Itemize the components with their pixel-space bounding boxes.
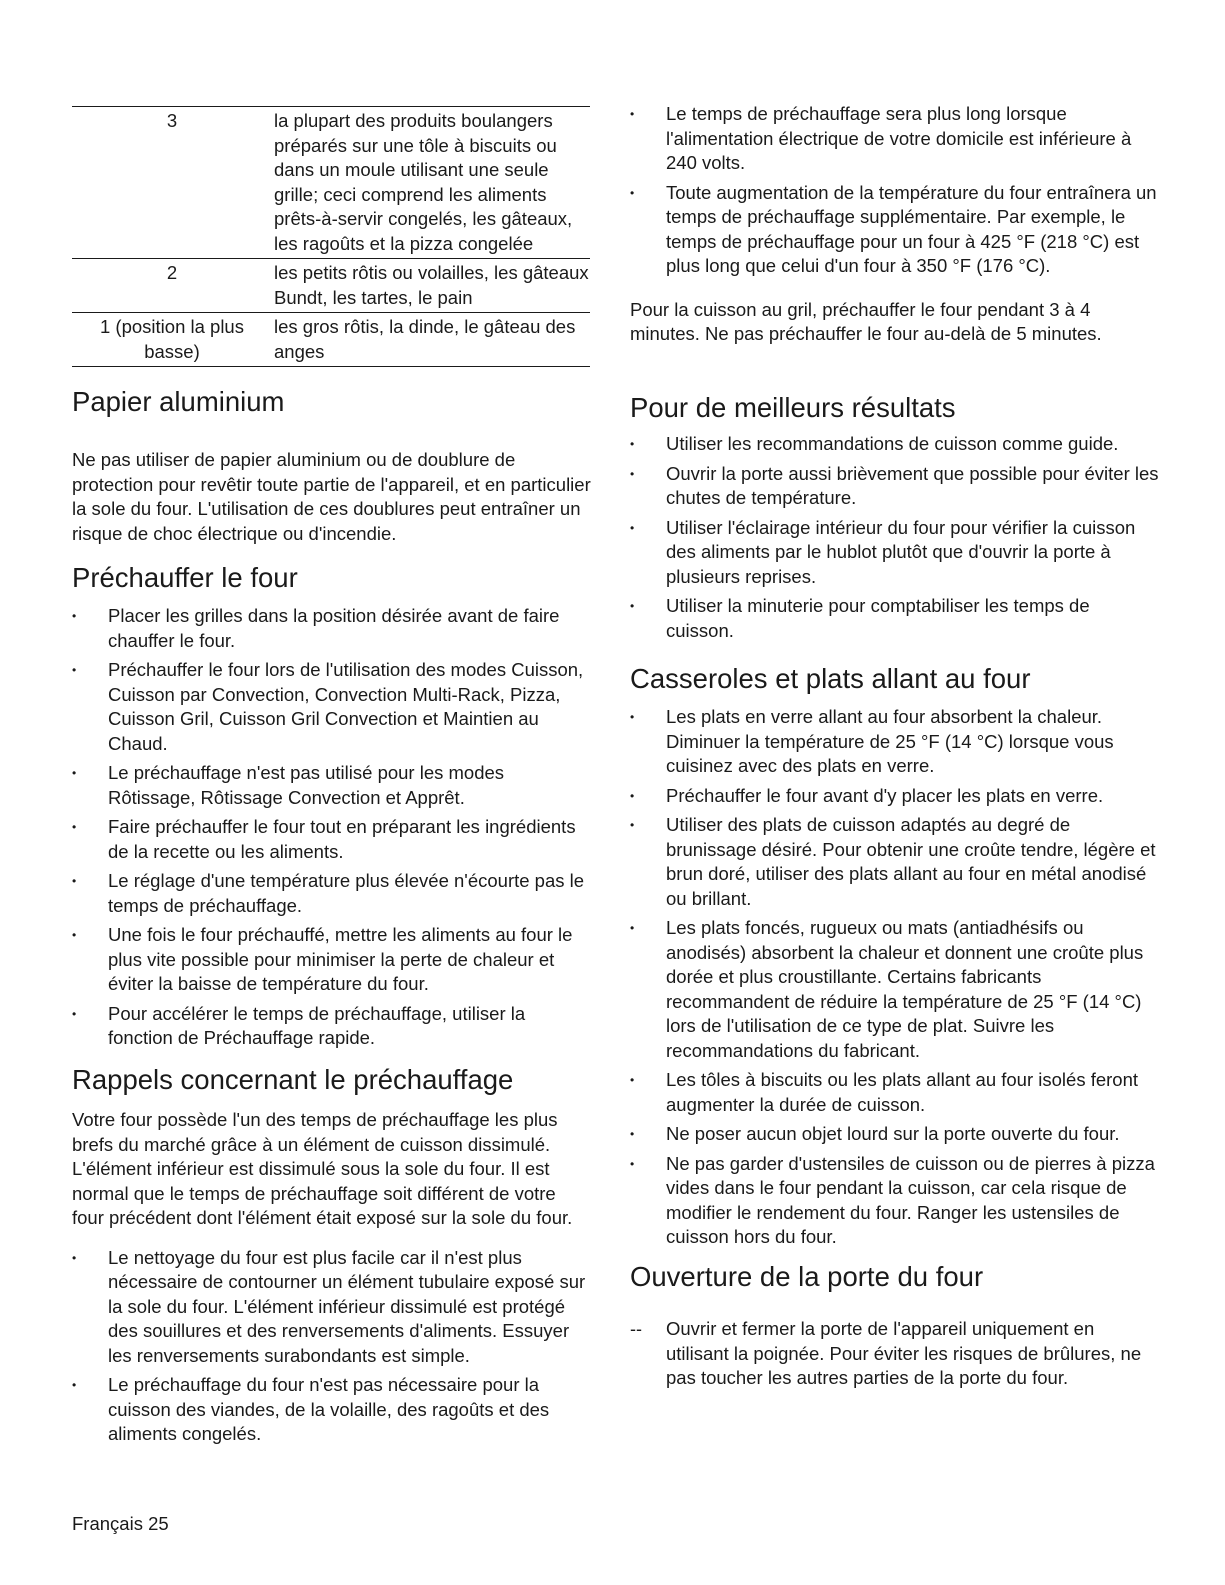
- paragraph: Ne pas utiliser de papier aluminium ou de doublure de protection pour revêtir toute partie de l'appareil, et en particulier la sole du four. L'utilisation de ces doublures peut entraîner un risque de choc électrique ou d'incendie.: [72, 449, 591, 544]
- list-item: • Le préchauffage du four n'est pas nécessaire pour la cuisson des viandes, de la volaille, des ragoûts et des aliments congelés.: [72, 1373, 592, 1447]
- table-row: [72, 313, 590, 367]
- list-item: • Préchauffer le four lors de l'utilisation des modes Cuisson, Cuisson par Convection, Convection Multi-Rack, Pizza, Cuisson Gril, Cuisson Gril Convection et Maintien au Chaud.: [72, 658, 592, 756]
- section-heading: Papier aluminium: [72, 386, 285, 417]
- list-item: • Le nettoyage du four est plus facile car il n'est plus nécessaire de contourner un élément tubulaire exposé sur la sole du four. L'élément inférieur dissimulé est protégé des souillures et des renversements d'aliments. Essuyer les renversements surabondants est simple.: [72, 1246, 592, 1369]
- paragraph: Votre four possède l'un des temps de préchauffage les plus brefs du marché grâce à un élément de cuisson dissimulé. L'élément inférieur est dissimulé sous la sole du four. Il est normal que le temps de préchauffage soit différent de votre four précédent dont l'élément était exposé sur la sole du four.: [72, 1109, 573, 1228]
- table-row: [72, 259, 590, 313]
- section-prechauffer: [72, 562, 592, 1056]
- list-item: • Faire préchauffer le four tout en préparant les ingrédients de la recette ou les aliments.: [72, 815, 592, 864]
- list-item: • Utiliser des plats de cuisson adaptés au degré de brunissage désiré. Pour obtenir une croûte tendre, légère et brun doré, utiliser des plats allant au four en métal anodisé ou brillant.: [630, 813, 1160, 911]
- rack-level: 2: [72, 259, 272, 313]
- page-footer: Français 25: [72, 1513, 169, 1534]
- list-item: • Les plats foncés, rugueux ou mats (antiadhésifs ou anodisés) absorbent la chaleur et donnent une croûte plus dorée et plus croustillante. Certains fabricants recommandent de réduire la température de 25 °F (14 °C) lors de l'utilisation de ce type de plat. Suivre les recommandations du fabricant.: [630, 916, 1160, 1063]
- list-item: • Utiliser l'éclairage intérieur du four pour vérifier la cuisson des aliments par le hublot plutôt que d'ouvrir la porte à plusieurs reprises.: [630, 516, 1160, 590]
- section-heading: Rappels concernant le préchauffage: [72, 1064, 514, 1095]
- section-heading: Pour de meilleurs résultats: [630, 392, 956, 423]
- bullet-list: [630, 705, 1160, 1250]
- list-item: • Placer les grilles dans la position désirée avant de faire chauffer le four.: [72, 604, 592, 653]
- section-heading: Préchauffer le four: [72, 562, 298, 593]
- bullet-list: [630, 432, 1160, 643]
- list-item: • Préchauffer le four avant d'y placer les plats en verre.: [630, 784, 1160, 809]
- rack-use: les gros rôtis, la dinde, le gâteau des anges: [272, 313, 590, 367]
- rack-level: 3: [166, 110, 178, 131]
- list-item: • Toute augmentation de la température du four entraînera un temps de préchauffage supplémentaire. Par exemple, le temps de préchauffage pour un four à 425 °F (218 °C) est plus long que celui d'un four à 350 °F (176 °C).: [630, 181, 1160, 279]
- rack-position-table: [72, 106, 590, 367]
- section-preheat-notes: [630, 102, 1160, 347]
- list-item: • Les plats en verre allant au four absorbent la chaleur. Diminuer la température de 25 °F (14 °C) lorsque vous cuisinez avec des plats en verre.: [630, 705, 1160, 779]
- section-rappels: [72, 1064, 592, 1452]
- section-meilleurs-resultats: [630, 392, 1160, 648]
- list-item: • Utiliser les recommandations de cuisson comme guide.: [630, 432, 1160, 457]
- rack-use: les petits rôtis ou volailles, les gâteaux Bundt, les tartes, le pain: [272, 259, 590, 313]
- section-papier-aluminium: [72, 386, 592, 546]
- dash-list: [630, 1317, 1160, 1391]
- list-item: • Utiliser la minuterie pour comptabiliser les temps de cuisson.: [630, 594, 1160, 643]
- list-item: • Le préchauffage n'est pas utilisé pour les modes Rôtissage, Rôtissage Convection et Apprêt.: [72, 761, 592, 810]
- list-item: • Ne pas garder d'ustensiles de cuisson ou de pierres à pizza vides dans le four pendant la cuisson, car cela risque de modifier le rendement du four. Ranger les ustensiles de cuisson hors du four.: [630, 1152, 1160, 1250]
- list-item: • Ouvrir la porte aussi brièvement que possible pour éviter les chutes de température.: [630, 462, 1160, 511]
- section-heading: Ouverture de la porte du four: [630, 1261, 984, 1292]
- paragraph: Pour la cuisson au gril, préchauffer le four pendant 3 à 4 minutes. Ne pas préchauffer le four au-delà de 5 minutes.: [630, 298, 1102, 344]
- rack-level: 1 (position la plus basse): [72, 313, 272, 367]
- bullet-list: [72, 604, 592, 1051]
- list-item: • Le réglage d'une température plus élevée n'écourte pas le temps de préchauffage.: [72, 869, 592, 918]
- list-item: -- Ouvrir et fermer la porte de l'appareil uniquement en utilisant la poignée. Pour éviter les risques de brûlures, ne pas toucher les autres parties de la porte du four.: [630, 1317, 1160, 1391]
- list-item: • Les tôles à biscuits ou les plats allant au four isolés feront augmenter la durée de cuisson.: [630, 1068, 1160, 1117]
- section-ouverture-porte: [630, 1261, 1160, 1396]
- bullet-list: [72, 1246, 592, 1447]
- table-row: [72, 107, 590, 259]
- section-casseroles: [630, 663, 1160, 1255]
- list-item: • Ne poser aucun objet lourd sur la porte ouverte du four.: [630, 1122, 1160, 1147]
- rack-use: la plupart des produits boulangers préparés sur une tôle à biscuits ou dans un moule utilisant une seule grille; ceci comprend les aliments prêts-à-servir congelés, les gâteaux, les ragoûts et la pizza congelée: [274, 110, 573, 254]
- bullet-list: [630, 102, 1160, 279]
- list-item: • Le temps de préchauffage sera plus long lorsque l'alimentation électrique de votre domicile est inférieure à 240 volts.: [630, 102, 1160, 176]
- section-heading: Casseroles et plats allant au four: [630, 663, 1031, 694]
- list-item: • Une fois le four préchauffé, mettre les aliments au four le plus vite possible pour minimiser la perte de chaleur et éviter la baisse de température du four.: [72, 923, 592, 997]
- list-item: • Pour accélérer le temps de préchauffage, utiliser la fonction de Préchauffage rapide.: [72, 1002, 592, 1051]
